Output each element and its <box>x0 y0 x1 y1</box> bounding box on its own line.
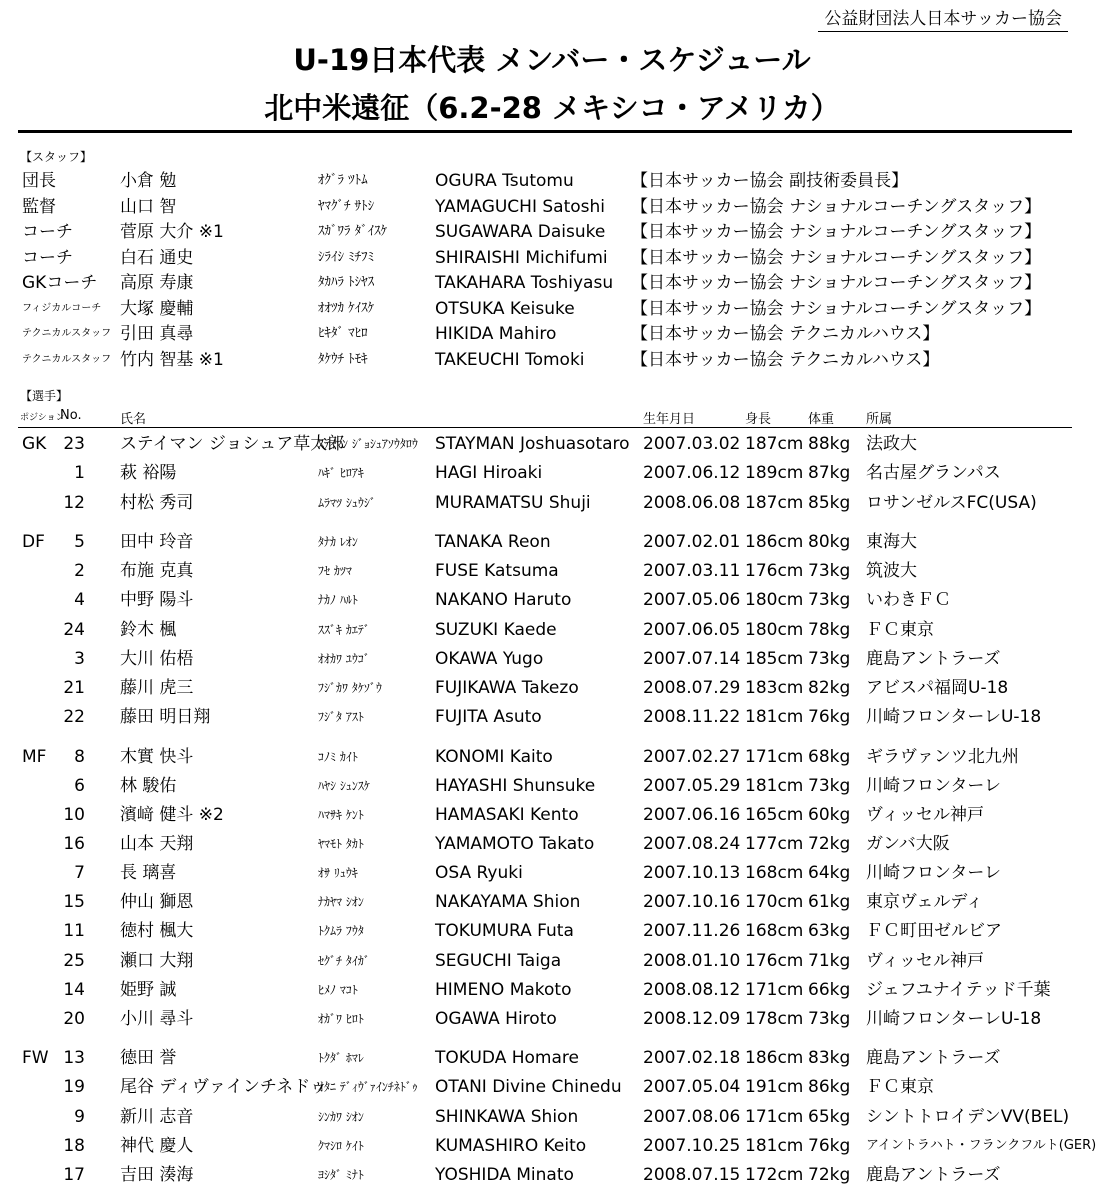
player-name-roman: SHINKAWA Shion <box>435 1107 579 1127</box>
player-row <box>0 431 1104 457</box>
staff-role: コーチ <box>22 222 73 242</box>
player-name-kana: ｾｸﾞﾁ ﾀｲｶﾞ <box>318 954 370 968</box>
staff-affiliation: 【日本サッカー協会 ナショナルコーチングスタッフ】 <box>631 248 1042 268</box>
player-name: 藤田 明日翔 <box>120 707 211 727</box>
player-height: 171cm <box>745 747 804 767</box>
player-height: 181cm <box>745 776 804 796</box>
player-name-kana: ｵｵｶﾜ ﾕｳｺﾞ <box>318 652 370 666</box>
player-weight: 64kg <box>808 863 851 883</box>
player-dob: 2007.06.05 <box>643 620 741 640</box>
player-height: 183cm <box>745 678 804 698</box>
player-weight: 63kg <box>808 921 851 941</box>
player-row <box>0 646 1104 672</box>
player-name-roman: FUJITA Asuto <box>435 707 542 727</box>
staff-affiliation: 【日本サッカー協会 テクニカルハウス】 <box>631 324 940 344</box>
player-height: 177cm <box>745 834 804 854</box>
player-weight: 82kg <box>808 678 851 698</box>
players-section-label: 【選手】 <box>20 389 69 403</box>
player-number: 6 <box>74 776 85 796</box>
player-weight: 72kg <box>808 834 851 854</box>
player-name-kana: ﾖｼﾀﾞ ﾐﾅﾄ <box>318 1168 364 1182</box>
player-club: 東海大 <box>866 532 917 552</box>
player-row <box>0 1006 1104 1032</box>
staff-name: 白石 通史 <box>120 248 194 268</box>
header-position: ポジション <box>20 413 65 423</box>
player-club: 川崎フロンターレ <box>866 863 1001 883</box>
player-number: 5 <box>74 532 85 552</box>
player-height: 178cm <box>745 1009 804 1029</box>
player-row <box>0 617 1104 643</box>
player-name: 長 璃喜 <box>120 863 177 883</box>
player-club: ヴィッセル神戸 <box>866 951 984 971</box>
player-club: シントトロイデンVV(BEL) <box>866 1107 1070 1127</box>
player-number: 13 <box>63 1048 85 1068</box>
player-height: 172cm <box>745 1165 804 1185</box>
staff-name: 菅原 大介 ※1 <box>120 222 224 242</box>
player-name: 村松 秀司 <box>120 493 194 513</box>
player-name-roman: FUSE Katsuma <box>435 561 559 581</box>
staff-name-roman: OGURA Tsutomu <box>435 171 574 191</box>
player-number: 16 <box>63 834 85 854</box>
player-name-roman: OKAWA Yugo <box>435 649 544 669</box>
player-club: 法政大 <box>866 434 917 454</box>
staff-role: GKコーチ <box>22 273 98 293</box>
player-name-roman: TOKUMURA Futa <box>435 921 574 941</box>
staff-name-kana: ﾔﾏｸﾞﾁ ｻﾄｼ <box>318 199 375 214</box>
player-name: 萩 裕陽 <box>120 463 177 483</box>
player-name: 瀬口 大翔 <box>120 951 194 971</box>
player-name-kana: ﾄｸﾑﾗ ﾌｳﾀ <box>318 924 364 938</box>
staff-name-roman: OTSUKA Keisuke <box>435 299 575 319</box>
player-weight: 73kg <box>808 561 851 581</box>
staff-affiliation: 【日本サッカー協会 テクニカルハウス】 <box>631 350 940 370</box>
player-name-roman: NAKAYAMA Shion <box>435 892 581 912</box>
player-height: 170cm <box>745 892 804 912</box>
player-number: 20 <box>63 1009 85 1029</box>
player-name-roman: KUMASHIRO Keito <box>435 1136 587 1156</box>
player-dob: 2007.06.12 <box>643 463 741 483</box>
document-title: U-19日本代表 メンバー・スケジュール <box>293 43 811 77</box>
player-club: ガンバ大阪 <box>866 834 950 854</box>
player-name: 布施 克真 <box>120 561 194 581</box>
staff-role: テクニカルスタッフ <box>22 328 112 339</box>
player-name-kana: ﾌｾ ｶﾂﾏ <box>318 564 352 578</box>
player-position: MF <box>22 747 47 767</box>
player-number: 15 <box>63 892 85 912</box>
player-number: 8 <box>74 747 85 767</box>
staff-name-roman: SHIRAISHI Michifumi <box>435 248 608 268</box>
player-number: 1 <box>74 463 85 483</box>
staff-row <box>0 321 1104 347</box>
player-name: 藤川 虎三 <box>120 678 194 698</box>
player-number: 19 <box>63 1077 85 1097</box>
player-name-kana: ﾊﾔｼ ｼｭﾝｽｹ <box>318 779 370 793</box>
player-weight: 73kg <box>808 590 851 610</box>
player-row <box>0 675 1104 701</box>
player-row <box>0 529 1104 555</box>
player-name: 仲山 獅恩 <box>120 892 194 912</box>
player-row <box>0 1162 1104 1188</box>
header-height: 身長 <box>745 412 772 427</box>
player-name-kana: ｸﾏｼﾛ ｹｲﾄ <box>318 1139 364 1153</box>
player-row <box>0 704 1104 730</box>
staff-name-kana: ｼﾗｲｼ ﾐﾁﾌﾐ <box>318 250 375 265</box>
player-name-kana: ﾑﾗﾏﾂ ｼｭｳｼﾞ <box>318 496 376 510</box>
player-weight: 68kg <box>808 747 851 767</box>
player-row <box>0 1074 1104 1100</box>
header-club: 所属 <box>866 412 893 427</box>
staff-section-label: 【スタッフ】 <box>20 150 93 164</box>
player-number: 23 <box>63 434 85 454</box>
player-height: 187cm <box>745 434 804 454</box>
player-weight: 72kg <box>808 1165 851 1185</box>
player-name-roman: HAMASAKI Kento <box>435 805 579 825</box>
staff-name-kana: ｵｵﾂｶ ｹｲｽｹ <box>318 301 375 316</box>
staff-name: 大塚 慶輔 <box>120 299 194 319</box>
staff-row <box>0 245 1104 271</box>
player-club: 鹿島アントラーズ <box>866 649 1001 669</box>
player-name-kana: ﾊｷﾞ ﾋﾛｱｷ <box>318 466 364 480</box>
player-dob: 2007.10.13 <box>643 863 741 883</box>
player-dob: 2007.07.14 <box>643 649 741 669</box>
player-name: 徳村 楓大 <box>120 921 194 941</box>
player-club: アビスパ福岡U-18 <box>866 678 1009 698</box>
player-height: 186cm <box>745 1048 804 1068</box>
player-name-roman: KONOMI Kaito <box>435 747 553 767</box>
player-club: 川崎フロンターレU-18 <box>866 1009 1042 1029</box>
staff-row <box>0 168 1104 194</box>
player-height: 187cm <box>745 493 804 513</box>
staff-name-kana: ｵｸﾞﾗ ﾂﾄﾑ <box>318 173 368 188</box>
player-dob: 2008.11.22 <box>643 707 741 727</box>
player-row <box>0 1045 1104 1071</box>
player-height: 180cm <box>745 590 804 610</box>
player-club: ヴィッセル神戸 <box>866 805 984 825</box>
player-number: 4 <box>74 590 85 610</box>
player-weight: 76kg <box>808 707 851 727</box>
player-dob: 2008.06.08 <box>643 493 741 513</box>
player-dob: 2007.06.16 <box>643 805 741 825</box>
player-row <box>0 889 1104 915</box>
player-row <box>0 802 1104 828</box>
player-number: 14 <box>63 980 85 1000</box>
player-name-kana: ｽｽﾞｷ ｶｴﾃﾞ <box>318 623 370 637</box>
player-weight: 88kg <box>808 434 851 454</box>
staff-name-roman: TAKAHARA Toshiyasu <box>435 273 614 293</box>
player-height: 189cm <box>745 463 804 483</box>
player-position: FW <box>22 1048 49 1068</box>
player-name-roman: OSA Ryuki <box>435 863 523 883</box>
player-weight: 83kg <box>808 1048 851 1068</box>
player-weight: 76kg <box>808 1136 851 1156</box>
player-number: 9 <box>74 1107 85 1127</box>
player-height: 181cm <box>745 707 804 727</box>
player-name-roman: OTANI Divine Chinedu <box>435 1077 622 1097</box>
staff-name-roman: SUGAWARA Daisuke <box>435 222 606 242</box>
header-name: 氏名 <box>120 412 147 427</box>
document-subtitle: 北中米遠征（6.2-28 メキシコ・アメリカ） <box>264 91 840 125</box>
player-dob: 2008.07.29 <box>643 678 741 698</box>
player-number: 10 <box>63 805 85 825</box>
player-name: 山本 天翔 <box>120 834 194 854</box>
staff-affiliation: 【日本サッカー協会 副技術委員長】 <box>631 171 909 191</box>
player-name-roman: OGAWA Hiroto <box>435 1009 557 1029</box>
player-name: 吉田 湊海 <box>120 1165 194 1185</box>
player-club: ジェフユナイテッド千葉 <box>866 980 1051 1000</box>
player-name-roman: YOSHIDA Minato <box>435 1165 574 1185</box>
player-weight: 73kg <box>808 649 851 669</box>
player-dob: 2007.05.29 <box>643 776 741 796</box>
player-name-kana: ｵｻ ﾘｭｳｷ <box>318 866 358 880</box>
player-row <box>0 587 1104 613</box>
player-club: ギラヴァンツ北九州 <box>866 747 1019 767</box>
player-weight: 80kg <box>808 532 851 552</box>
player-name: 新川 志音 <box>120 1107 194 1127</box>
player-row <box>0 860 1104 886</box>
player-dob: 2007.03.11 <box>643 561 741 581</box>
player-dob: 2007.10.25 <box>643 1136 741 1156</box>
player-name-roman: YAMAMOTO Takato <box>435 834 595 854</box>
player-name-kana: ｵﾀﾆ ﾃﾞｨｳﾞｧｲﾝﾁﾈﾄﾞｩ <box>318 1080 418 1094</box>
player-dob: 2007.11.26 <box>643 921 741 941</box>
player-weight: 73kg <box>808 1009 851 1029</box>
staff-role: 監督 <box>22 197 56 217</box>
player-club: 川崎フロンターレU-18 <box>866 707 1042 727</box>
player-name-kana: ﾊﾏｻｷ ｹﾝﾄ <box>318 808 364 822</box>
player-height: 165cm <box>745 805 804 825</box>
staff-name: 小倉 勉 <box>120 171 177 191</box>
player-club: いわきＦＣ <box>866 590 951 610</box>
staff-affiliation: 【日本サッカー協会 ナショナルコーチングスタッフ】 <box>631 197 1042 217</box>
staff-name-kana: ｽｶﾞﾜﾗ ﾀﾞｲｽｹ <box>318 224 388 239</box>
player-name: 神代 慶人 <box>120 1136 194 1156</box>
player-number: 7 <box>74 863 85 883</box>
header-divider <box>18 427 1072 428</box>
player-dob: 2007.05.04 <box>643 1077 741 1097</box>
player-name: 鈴木 楓 <box>120 620 177 640</box>
player-number: 24 <box>63 620 85 640</box>
player-weight: 65kg <box>808 1107 851 1127</box>
staff-name: 山口 智 <box>120 197 177 217</box>
staff-name-kana: ﾀｹｳﾁ ﾄﾓｷ <box>318 352 368 367</box>
player-row <box>0 918 1104 944</box>
player-club: 名古屋グランパス <box>866 463 1001 483</box>
header-number: No. <box>60 408 82 423</box>
player-row <box>0 460 1104 486</box>
player-weight: 73kg <box>808 776 851 796</box>
player-number: 22 <box>63 707 85 727</box>
player-row <box>0 1133 1104 1159</box>
player-club: アイントラハト・フランクフルト(GER) <box>866 1138 1097 1153</box>
player-number: 11 <box>63 921 85 941</box>
player-name-roman: STAYMAN Joshuasotaro <box>435 434 630 454</box>
player-name: 徳田 誉 <box>120 1048 177 1068</box>
player-name-roman: TOKUDA Homare <box>435 1048 579 1068</box>
staff-affiliation: 【日本サッカー協会 ナショナルコーチングスタッフ】 <box>631 222 1042 242</box>
staff-role: テクニカルスタッフ <box>22 354 112 365</box>
player-dob: 2007.02.01 <box>643 532 741 552</box>
player-name-kana: ﾅｶﾉ ﾊﾙﾄ <box>318 593 358 607</box>
player-dob: 2007.02.18 <box>643 1048 741 1068</box>
player-height: 168cm <box>745 863 804 883</box>
player-club: ＦＣ東京 <box>866 620 934 640</box>
player-height: 181cm <box>745 1136 804 1156</box>
player-row <box>0 490 1104 516</box>
player-name-kana: ｺﾉﾐ ｶｲﾄ <box>318 750 358 764</box>
player-weight: 86kg <box>808 1077 851 1097</box>
player-name: 姫野 誠 <box>120 980 177 1000</box>
player-weight: 87kg <box>808 463 851 483</box>
player-name-kana: ｼﾝｶﾜ ｼｵﾝ <box>318 1110 364 1124</box>
player-name-kana: ﾀﾅｶ ﾚｵﾝ <box>318 535 358 549</box>
player-height: 171cm <box>745 1107 804 1127</box>
staff-role: コーチ <box>22 248 73 268</box>
player-club: 東京ヴェルディ <box>866 892 983 912</box>
staff-row <box>0 219 1104 245</box>
player-club: ＦＣ東京 <box>866 1077 934 1097</box>
player-dob: 2008.08.12 <box>643 980 741 1000</box>
player-name-kana: ｵｶﾞﾜ ﾋﾛﾄ <box>318 1012 364 1026</box>
player-name: 大川 佑梧 <box>120 649 194 669</box>
player-club: 筑波大 <box>866 561 917 581</box>
player-name-roman: SUZUKI Kaede <box>435 620 557 640</box>
player-weight: 66kg <box>808 980 851 1000</box>
player-name-roman: MURAMATSU Shuji <box>435 493 591 513</box>
staff-row <box>0 194 1104 220</box>
staff-role: 団長 <box>22 171 56 191</box>
staff-name-roman: TAKEUCHI Tomoki <box>435 350 585 370</box>
player-number: 25 <box>63 951 85 971</box>
player-height: 191cm <box>745 1077 804 1097</box>
player-number: 21 <box>63 678 85 698</box>
organization-name: 公益財団法人日本サッカー協会 <box>818 4 1068 32</box>
staff-name-kana: ﾀｶﾊﾗ ﾄｼﾔｽ <box>318 275 375 290</box>
player-dob: 2008.01.10 <box>643 951 741 971</box>
player-club: 川崎フロンターレ <box>866 776 1001 796</box>
player-name-kana: ﾌｼﾞｶﾜ ﾀｹｿﾞｳ <box>318 681 382 695</box>
staff-name-roman: HIKIDA Mahiro <box>435 324 557 344</box>
player-name-roman: HAYASHI Shunsuke <box>435 776 596 796</box>
player-height: 168cm <box>745 921 804 941</box>
player-weight: 71kg <box>808 951 851 971</box>
player-name: 田中 玲音 <box>120 532 194 552</box>
player-name-roman: NAKANO Haruto <box>435 590 572 610</box>
header-weight: 体重 <box>808 412 835 427</box>
player-name: 木實 快斗 <box>120 747 194 767</box>
player-name-roman: FUJIKAWA Takezo <box>435 678 579 698</box>
player-dob: 2007.10.16 <box>643 892 741 912</box>
player-number: 17 <box>63 1165 85 1185</box>
player-name-roman: HAGI Hiroaki <box>435 463 543 483</box>
player-name-kana: ｽﾃｲﾏﾝ ｼﾞｮｼｭｱｿｳﾀﾛｳ <box>318 437 418 451</box>
staff-affiliation: 【日本サッカー協会 ナショナルコーチングスタッフ】 <box>631 273 1042 293</box>
player-position: GK <box>22 434 47 454</box>
player-height: 176cm <box>745 561 804 581</box>
player-row <box>0 948 1104 974</box>
player-row <box>0 1104 1104 1130</box>
player-name: 小川 尋斗 <box>120 1009 194 1029</box>
player-dob: 2007.08.24 <box>643 834 741 854</box>
player-number: 12 <box>63 493 85 513</box>
player-number: 18 <box>63 1136 85 1156</box>
player-name-kana: ﾄｸﾀﾞ ﾎﾏﾚ <box>318 1051 364 1065</box>
player-name-roman: TANAKA Reon <box>435 532 551 552</box>
staff-name-roman: YAMAGUCHI Satoshi <box>435 197 606 217</box>
player-name-roman: HIMENO Makoto <box>435 980 572 1000</box>
player-name-kana: ﾌｼﾞﾀ ｱｽﾄ <box>318 710 364 724</box>
header-dob: 生年月日 <box>643 412 696 427</box>
player-row <box>0 773 1104 799</box>
player-club: ロサンゼルスFC(USA) <box>866 493 1037 513</box>
staff-affiliation: 【日本サッカー協会 ナショナルコーチングスタッフ】 <box>631 299 1042 319</box>
player-name: 尾谷 ディヴァインチネドゥ <box>120 1077 327 1097</box>
player-row <box>0 558 1104 584</box>
staff-role: フィジカルコーチ <box>22 303 102 314</box>
player-height: 185cm <box>745 649 804 669</box>
player-dob: 2007.02.27 <box>643 747 741 767</box>
player-name: 林 駿佑 <box>120 776 177 796</box>
player-club: ＦＣ町田ゼルビア <box>866 921 1002 941</box>
staff-name-kana: ﾋｷﾀﾞ ﾏﾋﾛ <box>318 326 368 341</box>
staff-name: 高原 寿康 <box>120 273 194 293</box>
player-club: 鹿島アントラーズ <box>866 1048 1001 1068</box>
player-number: 3 <box>74 649 85 669</box>
player-dob: 2007.03.02 <box>643 434 741 454</box>
player-height: 186cm <box>745 532 804 552</box>
player-name: 中野 陽斗 <box>120 590 194 610</box>
player-name: 濱﨑 健斗 ※2 <box>120 805 224 825</box>
player-position: DF <box>22 532 45 552</box>
title-divider <box>18 130 1072 133</box>
staff-row <box>0 296 1104 322</box>
staff-name: 竹内 智基 ※1 <box>120 350 224 370</box>
staff-name: 引田 真尋 <box>120 324 194 344</box>
player-dob: 2007.08.06 <box>643 1107 741 1127</box>
player-name-roman: SEGUCHI Taiga <box>435 951 562 971</box>
player-weight: 85kg <box>808 493 851 513</box>
player-height: 176cm <box>745 951 804 971</box>
player-row <box>0 977 1104 1003</box>
staff-row <box>0 347 1104 373</box>
player-club: 鹿島アントラーズ <box>866 1165 1001 1185</box>
player-row <box>0 831 1104 857</box>
player-dob: 2008.07.15 <box>643 1165 741 1185</box>
player-row <box>0 744 1104 770</box>
player-height: 171cm <box>745 980 804 1000</box>
player-name-kana: ﾅｶﾔﾏ ｼｵﾝ <box>318 895 364 909</box>
staff-row <box>0 270 1104 296</box>
player-name: ステイマン ジョシュア草太郎 <box>120 434 345 454</box>
player-weight: 60kg <box>808 805 851 825</box>
player-dob: 2007.05.06 <box>643 590 741 610</box>
player-number: 2 <box>74 561 85 581</box>
player-weight: 61kg <box>808 892 851 912</box>
player-weight: 78kg <box>808 620 851 640</box>
player-height: 180cm <box>745 620 804 640</box>
player-name-kana: ﾋﾒﾉ ﾏｺﾄ <box>318 983 358 997</box>
player-name-kana: ﾔﾏﾓﾄ ﾀｶﾄ <box>318 837 364 851</box>
player-dob: 2008.12.09 <box>643 1009 741 1029</box>
